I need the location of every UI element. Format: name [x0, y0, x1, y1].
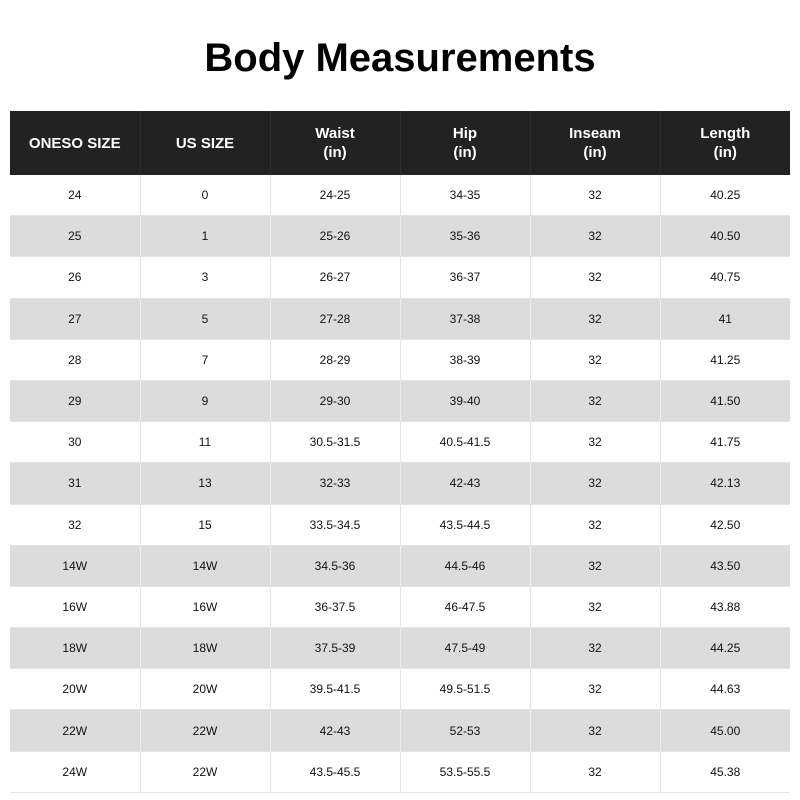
table-cell-oneso-size: 27 [10, 298, 140, 339]
table-row [10, 463, 790, 504]
column-header-unit: (in) [323, 144, 347, 161]
table-cell-us-size: 3 [140, 257, 270, 298]
table-cell-us-size: 16W [140, 586, 270, 627]
table-cell-hip: 42-43 [400, 463, 530, 504]
table-cell-waist: 39.5-41.5 [270, 669, 400, 710]
table-cell-us-size: 5 [140, 298, 270, 339]
table-cell-length: 41 [660, 298, 790, 339]
column-header-oneso-size [10, 111, 140, 175]
table-cell-waist: 26-27 [270, 257, 400, 298]
table-cell-length: 40.25 [660, 175, 790, 216]
column-header-unit: (in) [713, 144, 737, 161]
table-cell-us-size: 1 [140, 216, 270, 257]
table-cell-us-size: 15 [140, 504, 270, 545]
table-cell-length: 45.38 [660, 751, 790, 792]
table-row [10, 751, 790, 792]
table-cell-oneso-size: 22W [10, 710, 140, 751]
table-body [10, 175, 790, 792]
table-cell-waist: 25-26 [270, 216, 400, 257]
column-header-label: US SIZE [175, 134, 235, 152]
table-cell-waist: 24-25 [270, 175, 400, 216]
table-cell-inseam: 32 [530, 751, 660, 792]
table-cell-inseam: 32 [530, 628, 660, 669]
table-cell-us-size: 11 [140, 422, 270, 463]
table-cell-inseam: 32 [530, 339, 660, 380]
table-cell-us-size: 0 [140, 175, 270, 216]
table-cell-hip: 46-47.5 [400, 586, 530, 627]
table-cell-inseam: 32 [530, 257, 660, 298]
table-cell-hip: 40.5-41.5 [400, 422, 530, 463]
column-header-length [660, 111, 790, 175]
table-row [10, 175, 790, 216]
table-row [10, 710, 790, 751]
table-cell-oneso-size: 24 [10, 175, 140, 216]
table-cell-inseam: 32 [530, 175, 660, 216]
table-cell-waist: 28-29 [270, 339, 400, 380]
table-row [10, 422, 790, 463]
table-row [10, 504, 790, 545]
table-cell-inseam: 32 [530, 710, 660, 751]
column-header-hip [400, 111, 530, 175]
table-row [10, 545, 790, 586]
table-cell-length: 45.00 [660, 710, 790, 751]
table-cell-inseam: 32 [530, 463, 660, 504]
table-cell-waist: 42-43 [270, 710, 400, 751]
table-cell-oneso-size: 28 [10, 339, 140, 380]
table-cell-length: 41.50 [660, 380, 790, 421]
table-row [10, 586, 790, 627]
table-cell-oneso-size: 25 [10, 216, 140, 257]
column-header-us-size [140, 111, 270, 175]
table-row [10, 669, 790, 710]
column-header-label: Waist [315, 125, 355, 142]
header-row [10, 111, 790, 175]
table-cell-us-size: 7 [140, 339, 270, 380]
table-cell-hip: 47.5-49 [400, 628, 530, 669]
table-cell-hip: 36-37 [400, 257, 530, 298]
table-cell-inseam: 32 [530, 422, 660, 463]
table-cell-us-size: 14W [140, 545, 270, 586]
table-cell-hip: 38-39 [400, 339, 530, 380]
table-row [10, 380, 790, 421]
table-cell-hip: 35-36 [400, 216, 530, 257]
column-header-label: ONESO SIZE [28, 134, 121, 152]
table-cell-inseam: 32 [530, 545, 660, 586]
table-cell-length: 41.25 [660, 339, 790, 380]
table-cell-length: 43.88 [660, 586, 790, 627]
column-header-inseam [530, 111, 660, 175]
column-header-label: Inseam [569, 125, 621, 142]
table-cell-waist: 36-37.5 [270, 586, 400, 627]
table-cell-hip: 37-38 [400, 298, 530, 339]
table-row [10, 339, 790, 380]
table-cell-oneso-size: 26 [10, 257, 140, 298]
table-cell-us-size: 22W [140, 710, 270, 751]
table-cell-oneso-size: 31 [10, 463, 140, 504]
table-cell-oneso-size: 30 [10, 422, 140, 463]
table-cell-length: 44.63 [660, 669, 790, 710]
table-cell-waist: 32-33 [270, 463, 400, 504]
column-header-label: Hip [452, 125, 478, 142]
table-cell-waist: 29-30 [270, 380, 400, 421]
table-cell-oneso-size: 32 [10, 504, 140, 545]
table-cell-hip: 34-35 [400, 175, 530, 216]
table-cell-length: 41.75 [660, 422, 790, 463]
column-header-unit: (in) [583, 144, 607, 161]
table-cell-inseam: 32 [530, 504, 660, 545]
table-cell-us-size: 9 [140, 380, 270, 421]
table-cell-waist: 27-28 [270, 298, 400, 339]
table-cell-oneso-size: 16W [10, 586, 140, 627]
table-row [10, 257, 790, 298]
table-cell-waist: 33.5-34.5 [270, 504, 400, 545]
table-cell-length: 40.50 [660, 216, 790, 257]
table-header [10, 111, 790, 175]
table-cell-waist: 37.5-39 [270, 628, 400, 669]
table-cell-oneso-size: 24W [10, 751, 140, 792]
table-row [10, 298, 790, 339]
table-cell-us-size: 20W [140, 669, 270, 710]
table-cell-us-size: 13 [140, 463, 270, 504]
table-cell-oneso-size: 29 [10, 380, 140, 421]
table-cell-inseam: 32 [530, 669, 660, 710]
table-cell-hip: 53.5-55.5 [400, 751, 530, 792]
column-header-unit: (in) [453, 144, 477, 161]
table-cell-waist: 34.5-36 [270, 545, 400, 586]
table-cell-hip: 44.5-46 [400, 545, 530, 586]
table-cell-inseam: 32 [530, 586, 660, 627]
table-cell-length: 43.50 [660, 545, 790, 586]
table-cell-us-size: 18W [140, 628, 270, 669]
table-row [10, 628, 790, 669]
table-cell-hip: 52-53 [400, 710, 530, 751]
table-cell-inseam: 32 [530, 298, 660, 339]
table-cell-waist: 43.5-45.5 [270, 751, 400, 792]
table-cell-length: 44.25 [660, 628, 790, 669]
table-cell-inseam: 32 [530, 216, 660, 257]
table-cell-hip: 49.5-51.5 [400, 669, 530, 710]
column-header-label: Length [700, 125, 751, 142]
table-cell-oneso-size: 20W [10, 669, 140, 710]
size-chart-table [10, 111, 790, 793]
table-cell-length: 40.75 [660, 257, 790, 298]
column-header-waist [270, 111, 400, 175]
table-row [10, 216, 790, 257]
table-cell-inseam: 32 [530, 380, 660, 421]
page-title: Body Measurements [204, 36, 596, 80]
table-cell-length: 42.13 [660, 463, 790, 504]
table-cell-oneso-size: 18W [10, 628, 140, 669]
table-cell-waist: 30.5-31.5 [270, 422, 400, 463]
table-cell-us-size: 22W [140, 751, 270, 792]
table-cell-hip: 39-40 [400, 380, 530, 421]
table-cell-oneso-size: 14W [10, 545, 140, 586]
table-cell-length: 42.50 [660, 504, 790, 545]
table-cell-hip: 43.5-44.5 [400, 504, 530, 545]
